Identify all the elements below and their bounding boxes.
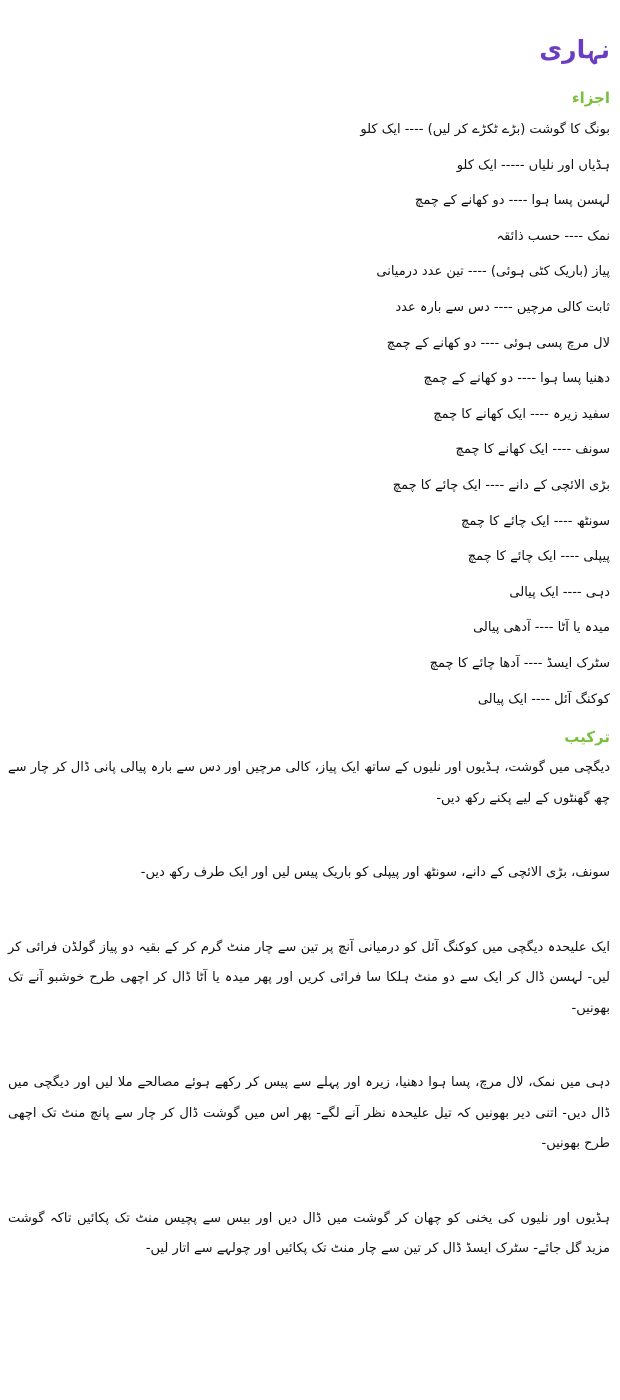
ingredient-item: ثابت کالی مرچیں ---- دس سے بارہ عدد	[395, 299, 610, 315]
recipe-title: نہاری	[539, 35, 610, 64]
ingredient-item: میدہ یا آٹا ---- آدھی پیالی	[473, 620, 610, 636]
ingredient-item: نمک ---- حسب ذائقہ	[496, 228, 610, 244]
ingredient-item: سٹرک ایسڈ ---- آدھا چائے کا چمچ	[429, 655, 610, 671]
ingredient-item: پیپلی ---- ایک چائے کا چمچ	[467, 549, 610, 565]
ingredient-item: کوکنگ آئل ---- ایک پیالی	[477, 691, 610, 707]
ingredient-item: ہڈیاں اور نلیاں ----- ایک کلو	[456, 157, 610, 173]
ingredient-item: لال مرچ پسی ہوئی ---- دو کھانے کے چمچ	[386, 335, 610, 351]
ingredient-item: بڑی الائچی کے دانے ---- ایک چائے کا چمچ	[392, 477, 610, 493]
ingredient-item: بونگ کا گوشت (بڑے ٹکڑے کر لیں) ---- ایک کلو	[360, 122, 610, 137]
method-step: ایک علیحدہ دیگچی میں کوکنگ آئل کو درمیانی آنچ پر تین سے چار منٹ گرم کر کے بقیہ دو پیاز گولڈن فرائی کر لیں- لہسن ڈال کر ایک سے دو منٹ ہلکا سا فرائی کریں اور پھر میدہ یا آٹا ڈال کر اچھی طرح خوشبو آنے تک بھونیں-	[8, 939, 610, 1016]
ingredient-item: دھنیا پسا ہوا ---- دو کھانے کے چمچ	[423, 371, 610, 387]
ingredient-item: سونٹھ ---- ایک چائے کا چمچ	[461, 513, 610, 529]
ingredient-item: سونف ---- ایک کھانے کا چمچ	[455, 442, 610, 458]
ingredients-list	[8, 120, 610, 725]
ingredient-item: لہسن پسا ہوا ---- دو کھانے کے چمچ	[414, 193, 610, 209]
method-step: ہڈیوں اور نلیوں کی یخنی کو چھان کر گوشت میں ڈال دیں اور بیس سے پچیس منٹ تک پکائیں تاکہ گوشت مزید گل جائے- سٹرک ایسڈ ڈال کر تین سے چار منٹ تک پکائیں اور چولہے سے اتار لیں-	[8, 1210, 610, 1257]
method-step: سونف، بڑی الائچی کے دانے، سونٹھ اور پیپلی کو باریک پیس لیں اور ایک طرف رکھ دیں-	[140, 865, 610, 881]
ingredient-item: پیاز (باریک کٹی ہوئی) ---- تین عدد درمیانی	[376, 264, 610, 280]
ingredient-item: سفید زیرہ ---- ایک کھانے کا چمچ	[433, 406, 610, 422]
ingredient-item: دہی ---- ایک پیالی	[509, 584, 610, 600]
ingredients-heading: اجزاء	[571, 89, 610, 107]
method-heading: ترکیب	[564, 728, 610, 747]
method-list	[8, 753, 610, 1265]
method-step: دہی میں نمک، لال مرچ، پسا ہوا دھنیا، زیرہ اور پہلے سے پیس کر رکھے ہوئے مصالحے ملا لیں اور دیگچی میں ڈال دیں- اتنی دیر بھونیں کہ تیل علیحدہ نظر آنے لگے- پھر اس میں گوشت ڈال کر چار سے پانچ منٹ تک اچھی طرح بھونیں-	[8, 1075, 610, 1152]
method-step: دیگچی میں گوشت، ہڈیوں اور نلیوں کے ساتھ ایک پیاز، کالی مرچیں اور دس سے بارہ پیالی پانی ڈال کر چار سے چھ گھنٹوں کے لیے پکنے رکھ دیں-	[8, 760, 610, 806]
